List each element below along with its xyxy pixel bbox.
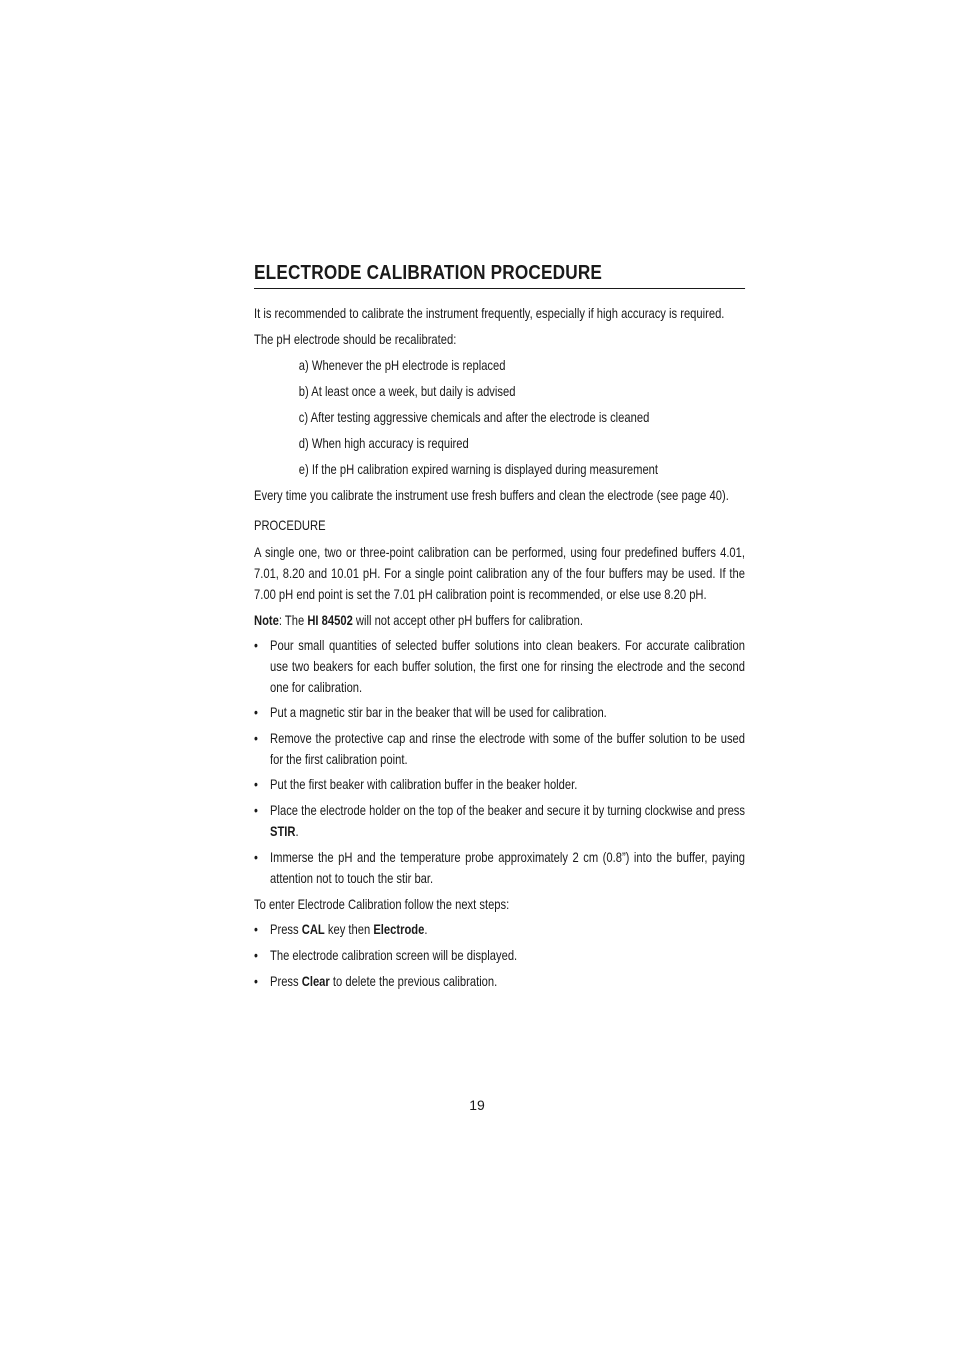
bullet-icon: • — [254, 973, 258, 989]
page-title: ELECTRODE CALIBRATION PROCEDURE — [254, 262, 745, 289]
note-paragraph — [254, 610, 745, 631]
procedure-description: A single one, two or three-point calibration can be performed, using four predefined buffers 4.01, 7.01, 8.20 and 10.01 pH. For a single point calibration any of the four buffers may be used. If the 7.00 pH end point is set the 7.01 pH calibration point is recommended, or else use 8.20 pH. — [254, 544, 745, 602]
bullet-icon: • — [254, 704, 258, 720]
note-text-pre: : The — [278, 612, 308, 628]
enter-calibration-text: To enter Electrode Calibration follow the next steps: — [254, 896, 510, 912]
bullet-icon: • — [254, 947, 258, 963]
procedure-step — [254, 702, 745, 723]
procedure-step — [254, 774, 745, 795]
step-text-post: . — [295, 823, 299, 839]
note-model: HI 84502 — [307, 612, 353, 628]
condition-item: e) If the pH calibration expired warning is displayed during measurement — [298, 461, 659, 477]
enter-step — [254, 971, 745, 992]
cal-key: CAL — [301, 921, 325, 937]
bullet-icon: • — [254, 776, 258, 792]
procedure-step — [254, 635, 745, 698]
stir-key: STIR — [270, 823, 296, 839]
buffers-note: Every time you calibrate the instrument use fresh buffers and clean the electrode (see page 40). — [254, 487, 729, 503]
enter-step — [254, 919, 745, 940]
page-number: 19 — [469, 1097, 485, 1113]
body-text — [254, 303, 745, 992]
page-content — [254, 262, 745, 992]
bullet-icon: • — [254, 730, 258, 746]
procedure-step — [254, 800, 745, 842]
enter-step — [254, 945, 745, 966]
bullet-icon: • — [254, 921, 258, 937]
condition-item: a) Whenever the pH electrode is replaced — [298, 357, 506, 373]
step-text-post: . — [424, 921, 428, 937]
condition-item: b) At least once a week, but daily is advised — [298, 383, 516, 399]
procedure-heading: PROCEDURE — [254, 517, 326, 533]
step-text-pre: Place the electrode holder on the top of the beaker and secure it by turning clockwise and press — [270, 802, 745, 818]
clear-key: Clear — [301, 973, 330, 989]
step-text-mid: key then — [324, 921, 374, 937]
step-text-post: to delete the previous calibration. — [329, 973, 498, 989]
electrode-key: Electrode — [373, 921, 425, 937]
bullet-icon: • — [254, 802, 258, 818]
intro-paragraph-2: The pH electrode should be recalibrated: — [254, 331, 457, 347]
bullet-icon: • — [254, 849, 258, 865]
condition-item: c) After testing aggressive chemicals and after the electrode is cleaned — [298, 409, 650, 425]
intro-paragraph-1: It is recommended to calibrate the instrument frequently, especially if high accuracy is required. — [254, 305, 725, 321]
note-label: Note — [254, 612, 279, 628]
step-text: Remove the protective cap and rinse the electrode with some of the buffer solution to be used for the first calibration point. — [270, 730, 745, 767]
procedure-step — [254, 847, 745, 889]
step-text: Put a magnetic stir bar in the beaker that will be used for calibration. — [270, 704, 607, 720]
step-text: The electrode calibration screen will be displayed. — [270, 947, 518, 963]
step-text: Immerse the pH and the temperature probe approximately 2 cm (0.8”) into the buffer, paying attention not to touch the stir bar. — [270, 849, 745, 886]
bullet-icon: • — [254, 637, 258, 653]
step-text-pre: Press — [270, 973, 302, 989]
step-text-pre: Press — [270, 921, 302, 937]
procedure-step — [254, 728, 745, 770]
note-text-post: will not accept other pH buffers for calibration. — [352, 612, 583, 628]
step-text: Pour small quantities of selected buffer solutions into clean beakers. For accurate calibration use two beakers for each buffer solution, the first one for rinsing the electrode and the second one for calibration. — [270, 637, 745, 695]
condition-item: d) When high accuracy is required — [298, 435, 469, 451]
step-text: Put the first beaker with calibration buffer in the beaker holder. — [270, 776, 578, 792]
